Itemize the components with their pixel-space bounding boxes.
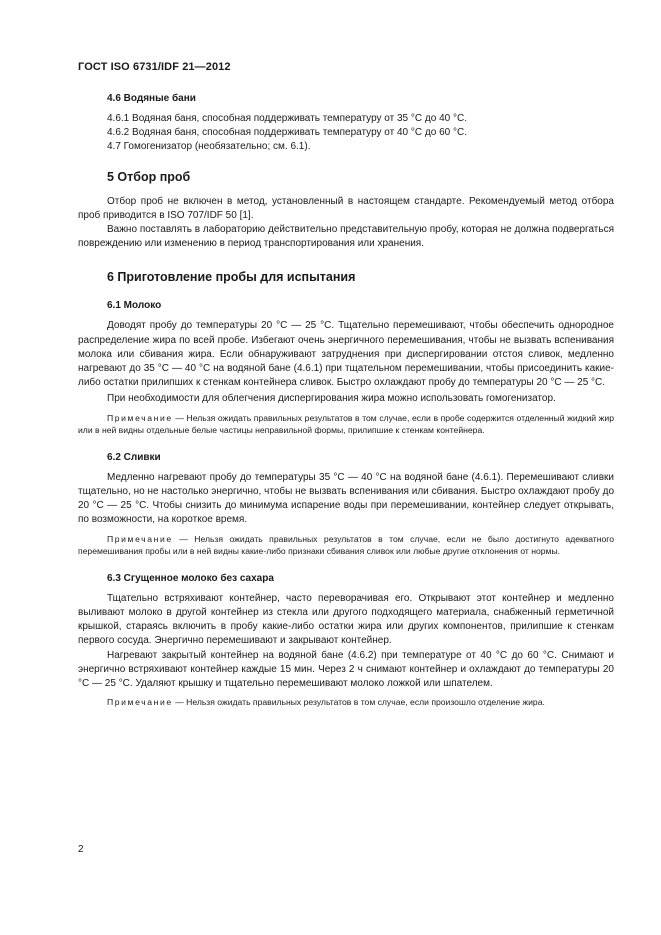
section-5-para-2: Важно поставлять в лабораторию действительно представительную пробу, которая не должна подвергаться повреждению или изменению в период транспортирования или хранения. (78, 224, 614, 250)
section-6-1-title: 6.1 Молоко (107, 300, 162, 312)
section-6-3-title: 6.3 Сгущенное молоко без сахара (107, 572, 274, 584)
section-4-6-title: 4.6 Водяные бани (107, 93, 196, 104)
page-content (78, 92, 614, 709)
running-header: ГОСТ ISO 6731/IDF 21—2012 (78, 61, 231, 73)
section-6-3-para-1: Тщательно встряхивают контейнер, часто переворачивая его. Открывают этот контейнер и медленно выливают молоко в другой контейнер из стекла или другого подходящего материала, снабженный герметичной крышкой, стараясь включить в пробу какие-либо остатки жира или других компонентов, прилипшие к стенкам первого сосуда. Энергично перемешивают и закрывают контейнер. (78, 592, 614, 647)
note-text: — Нельзя ожидать правильных результатов в том случае, если не было достигнуто адекватного перемешивания пробы или в ней видны какие-либо признаки сбивания сливок или любые другие отклонения от нормы. (78, 533, 614, 557)
note-text: — Нельзя ожидать правильных результатов в том случае, если в пробе содержится отделенный жидкий жир или в ней видны отдельные белые частицы неправильной формы, прилипшие к стенкам контейнера. (78, 412, 614, 436)
note-label: Примечание (107, 533, 173, 544)
section-5-title: 5 Отбор проб (107, 169, 191, 184)
section-6-title: 6 Приготовление пробы для испытания (107, 270, 356, 285)
section-6-1-para-1: Доводят пробу до температуры 20 °C — 25 °C. Тщательно перемешивают, чтобы обеспечить однородное распределение жира по всей пробе. Избегают очень энергичного перемешивания, чтобы не вызвать вспенивания молока или сбивания жира. Если обнаруживают затруднения при диспергировании отстоя сливок, медленно нагревают до 35 °C — 40 °C на водяной бане (4.6.1) при тщательном перемешивании, чтобы присоединить какие-либо остатки прилипших к стенкам контейнера сливок. Быстро охлаждают пробу до температуры 20 °C — 25 °C. (78, 320, 614, 389)
section-6-3-note (78, 696, 614, 709)
section-6-2-note (78, 533, 614, 558)
note-text: — Нельзя ожидать правильных результатов в том случае, если произошло отделение жира. (172, 697, 545, 708)
note-label: Примечание (107, 412, 173, 423)
item-4-6-1: 4.6.1 Водяная баня, способная поддерживать температуру от 35 °C до 40 °C. (107, 113, 467, 124)
note-label: Примечание (107, 697, 173, 708)
item-4-7: 4.7 Гомогенизатор (необязательно; см. 6.1). (107, 141, 311, 153)
section-5-para-1: Отбор проб не включен в метод, установленный в настоящем стандарте. Рекомендуемый метод отбора проб приводится в ISO 707/IDF 50 [1]. (78, 195, 614, 221)
section-6-1-para-2: При необходимости для облегчения диспергирования жира можно использовать гомогенизатор. (107, 393, 556, 405)
section-6-1-note (78, 412, 614, 437)
section-6-2-title: 6.2 Сливки (107, 451, 161, 463)
item-4-6-2: 4.6.2 Водяная баня, способная поддерживать температуру от 40 °C до 60 °C. (107, 127, 467, 139)
page-number: 2 (78, 844, 84, 855)
section-6-2-para-1: Медленно нагревают пробу до температуры 35 °C — 40 °C на водяной бане (4.6.1). Перемешивают сливки тщательно, но не настолько энергично, чтобы не вызвать вспенивания или сбивания. Быстро охлаждают пробу до 20 °C — 25 °C. Чтобы снизить до минимума испарение воды при перемешивании, контейнер следует открывать, по возможности, на короткое время. (78, 471, 614, 526)
section-6-3-para-2: Нагревают закрытый контейнер на водяной бане (4.6.2) при температуре от 40 °C до 60 °C. Снимают и энергично встряхивают контейнер каждые 15 мин. Через 2 ч снимают контейнер и охлаждают до температуры 20 °C — 25 °C. Удаляют крышку и тщательно перемешивают молоко ложкой или шпателем. (78, 649, 614, 690)
